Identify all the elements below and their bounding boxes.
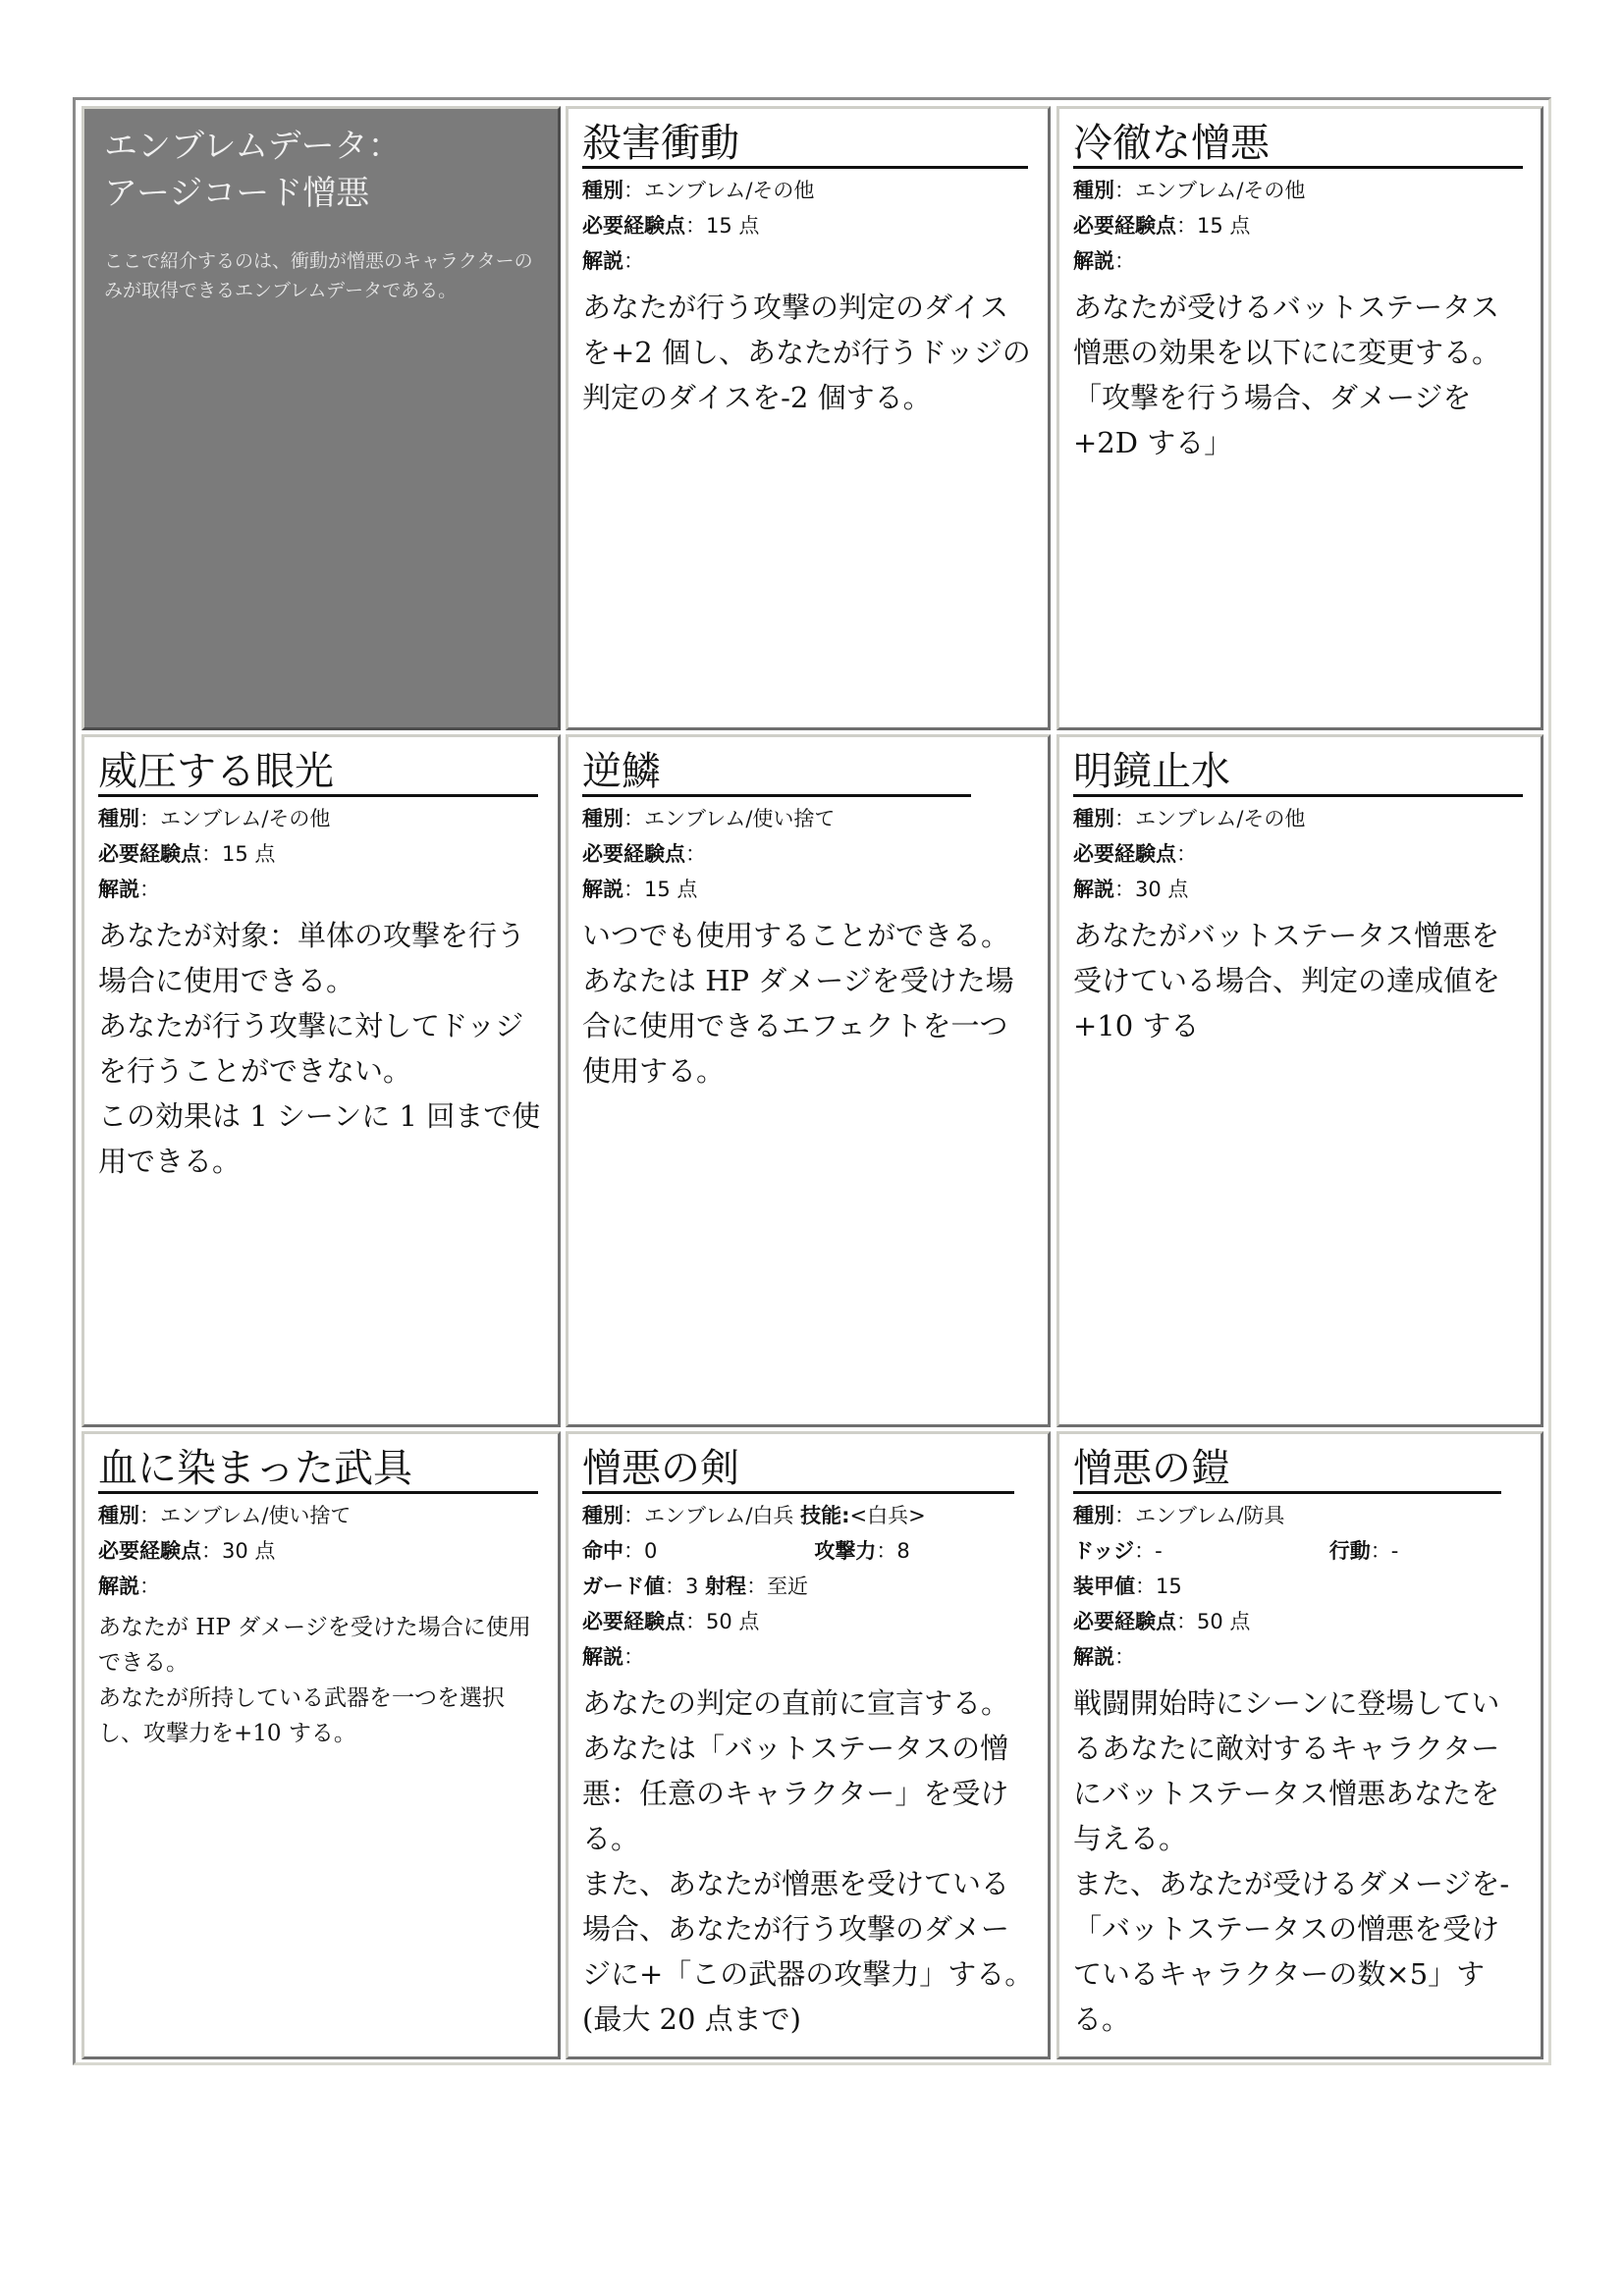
exp-label: 必要経験点	[582, 842, 685, 866]
type-value: エンブレム/白兵	[644, 1504, 794, 1527]
colon: ：	[623, 1539, 644, 1563]
colon: ：	[1135, 1575, 1156, 1598]
explain-label: 解説	[1073, 249, 1114, 273]
guard-value: 3	[685, 1575, 699, 1598]
colon: ：	[139, 878, 160, 901]
colon: ：	[1176, 214, 1197, 238]
exp-label: 必要経験点	[1073, 842, 1176, 866]
intro-title-line1: エンブレムデータ：	[104, 127, 402, 166]
card-title: 憎悪の剣	[582, 1446, 1014, 1494]
colon: ：	[623, 807, 644, 830]
type-label: 種別	[98, 1504, 139, 1527]
armor-label: 装甲値	[1073, 1575, 1135, 1598]
colon: ：	[1114, 179, 1135, 202]
card-body	[582, 913, 1034, 1094]
dodge-value: -	[1155, 1539, 1163, 1563]
body-paragraph: あなたが対象：単体の攻撃を行う場合に使用できる。	[98, 919, 526, 997]
hit-label: 命中	[582, 1539, 623, 1563]
action-label: 行動	[1328, 1539, 1371, 1563]
card-body	[1073, 913, 1527, 1048]
card-reitetsu-na-zouo	[1056, 106, 1543, 730]
intro-card	[81, 106, 561, 730]
skill-label: 技能:	[800, 1504, 850, 1527]
explain-label: 解説	[1073, 1645, 1114, 1669]
card-title: 憎悪の鎧	[1073, 1446, 1501, 1494]
card-body	[582, 1681, 1034, 2042]
card-title: 冷徹な憎悪	[1073, 121, 1523, 169]
body-paragraph: あなたは HP ダメージを受けた場合に使用できるエフェクトを一つ使用する。	[582, 964, 1014, 1088]
explain-label: 解説	[582, 249, 623, 273]
guard-label: ガード値	[582, 1575, 665, 1598]
colon: ：	[1114, 249, 1135, 273]
card-body	[1073, 1681, 1527, 2042]
colon: ：	[685, 842, 706, 866]
exp-value: 30 点	[222, 1539, 276, 1563]
body-paragraph: あなたの判定の直前に宣言する。あなたは「バットステータスの憎悪：任意のキャラクター」を受ける。	[582, 1686, 1010, 1855]
card-title: 逆鱗	[582, 749, 971, 797]
colon: ：	[139, 1504, 160, 1527]
exp-label: 必要経験点	[1073, 1610, 1176, 1633]
explain-value: 30 点	[1135, 878, 1189, 901]
intro-title-line2: アージコード憎悪	[104, 174, 370, 213]
hit-value: 0	[644, 1539, 658, 1563]
card-body	[98, 913, 544, 1184]
exp-value: 15 点	[1197, 214, 1251, 238]
attack-value: 8	[896, 1539, 910, 1563]
card-chi-ni-somatta-bugu	[81, 1431, 561, 2059]
explain-label: 解説	[98, 1575, 139, 1598]
type-label: 種別	[98, 807, 139, 830]
exp-label: 必要経験点	[98, 1539, 201, 1563]
explain-label: 解説	[98, 878, 139, 901]
intro-description: ここで紹介するのは、衝動が憎悪のキャラクターのみが取得できるエンブレムデータである。	[104, 250, 533, 301]
exp-value: 50 点	[1197, 1610, 1251, 1633]
body-paragraph: あなたが HP ダメージを受けた場合に使用できる。	[98, 1615, 531, 1676]
explain-label: 解説	[582, 1645, 623, 1669]
body-paragraph: あなたが受けるバットステータス憎悪の効果を以下にに変更する。	[1073, 291, 1501, 369]
body-paragraph: あなたがバットステータス憎悪を受けている場合、判定の達成値を+10 する	[1073, 919, 1501, 1042]
card-gekirin	[566, 734, 1051, 1427]
card-title: 殺害衝動	[582, 121, 1028, 169]
range-label: 射程	[705, 1575, 747, 1598]
colon: ：	[685, 1610, 706, 1633]
card-meikyou-shisui	[1056, 734, 1543, 1427]
colon: ：	[1114, 1504, 1135, 1527]
type-label: 種別	[1073, 807, 1114, 830]
exp-label: 必要経験点	[98, 842, 201, 866]
card-iatsu-suru-gankou	[81, 734, 561, 1427]
exp-label: 必要経験点	[1073, 214, 1176, 238]
type-value: エンブレム/使い捨て	[160, 1504, 352, 1527]
card-title: 明鏡止水	[1073, 749, 1523, 797]
exp-label: 必要経験点	[582, 214, 685, 238]
range-value: 至近	[767, 1575, 809, 1598]
colon: ：	[139, 807, 160, 830]
body-paragraph: あなたが行う攻撃に対してドッジを行うことができない。	[98, 1009, 524, 1088]
armor-value: 15	[1156, 1575, 1182, 1598]
colon: ：	[685, 214, 706, 238]
type-value: エンブレム/防具	[1135, 1504, 1285, 1527]
colon: ：	[201, 1539, 222, 1563]
body-paragraph: 「攻撃を行う場合、ダメージを+2D する」	[1073, 381, 1472, 459]
card-satsugai-shodo	[566, 106, 1051, 730]
body-paragraph: 戦闘開始時にシーンに登場しているあなたに敵対するキャラクターにバットステータス憎悪あなたを与える。	[1073, 1686, 1500, 1855]
body-paragraph: あなたが行う攻撃の判定のダイスを+2 個し、あなたが行うドッジの判定のダイスを-2 個する。	[582, 291, 1031, 414]
card-title: 血に染まった武具	[98, 1446, 538, 1494]
card-zouo-no-ken	[566, 1431, 1051, 2059]
explain-label: 解説	[582, 878, 623, 901]
card-body	[98, 1610, 544, 1751]
colon: ：	[623, 179, 644, 202]
type-label: 種別	[1073, 1504, 1114, 1527]
colon: ：	[876, 1539, 897, 1563]
body-paragraph: また、あなたが受けるダメージを-「バットステータスの憎悪を受けているキャラクターの数×5」する。	[1073, 1867, 1510, 2036]
type-value: エンブレム/その他	[1135, 179, 1306, 202]
colon: ：	[746, 1575, 768, 1598]
type-label: 種別	[1073, 179, 1114, 202]
colon: ：	[1114, 1645, 1135, 1669]
type-value: エンブレム/その他	[644, 179, 815, 202]
intro-title	[104, 123, 544, 217]
body-paragraph: あなたが所持している武器を一つを選択し、攻撃力を+10 する。	[98, 1685, 505, 1746]
explain-value: 15 点	[644, 878, 698, 901]
colon: ：	[1134, 1539, 1156, 1563]
colon: ：	[623, 878, 644, 901]
skill-value: <白兵>	[849, 1504, 926, 1527]
colon: ：	[1370, 1539, 1391, 1563]
attack-label: 攻撃力	[814, 1539, 877, 1563]
colon: ：	[623, 1504, 644, 1527]
exp-value: 15 点	[222, 842, 276, 866]
colon: ：	[139, 1575, 160, 1598]
colon: ：	[623, 249, 644, 273]
type-label: 種別	[582, 1504, 623, 1527]
action-value: -	[1390, 1539, 1399, 1563]
type-label: 種別	[582, 179, 623, 202]
colon: ：	[665, 1575, 685, 1598]
card-title: 威圧する眼光	[98, 749, 538, 797]
exp-value: 50 点	[706, 1610, 760, 1633]
type-value: エンブレム/使い捨て	[644, 807, 836, 830]
type-value: エンブレム/その他	[160, 807, 331, 830]
type-label: 種別	[582, 807, 623, 830]
colon: ：	[1176, 842, 1197, 866]
type-value: エンブレム/その他	[1135, 807, 1306, 830]
colon: ：	[623, 1645, 644, 1669]
card-body	[1073, 285, 1527, 465]
card-body	[582, 285, 1034, 420]
colon: ：	[1114, 807, 1135, 830]
colon: ：	[1176, 1610, 1197, 1633]
dodge-label: ドッジ	[1073, 1539, 1135, 1563]
card-zouo-no-yoroi	[1056, 1431, 1543, 2059]
body-paragraph: また、あなたが憎悪を受けている場合、あなたが行う攻撃のダメージに+「この武器の攻撃力」する。(最大 20 点まで)	[582, 1867, 1034, 2036]
exp-label: 必要経験点	[582, 1610, 685, 1633]
colon: ：	[201, 842, 222, 866]
exp-value: 15 点	[706, 214, 760, 238]
body-paragraph: この効果は 1 シーンに 1 回まで使用できる。	[98, 1099, 541, 1178]
body-paragraph: いつでも使用することができる。	[582, 919, 1010, 952]
colon: ：	[1114, 878, 1135, 901]
explain-label: 解説	[1073, 878, 1114, 901]
